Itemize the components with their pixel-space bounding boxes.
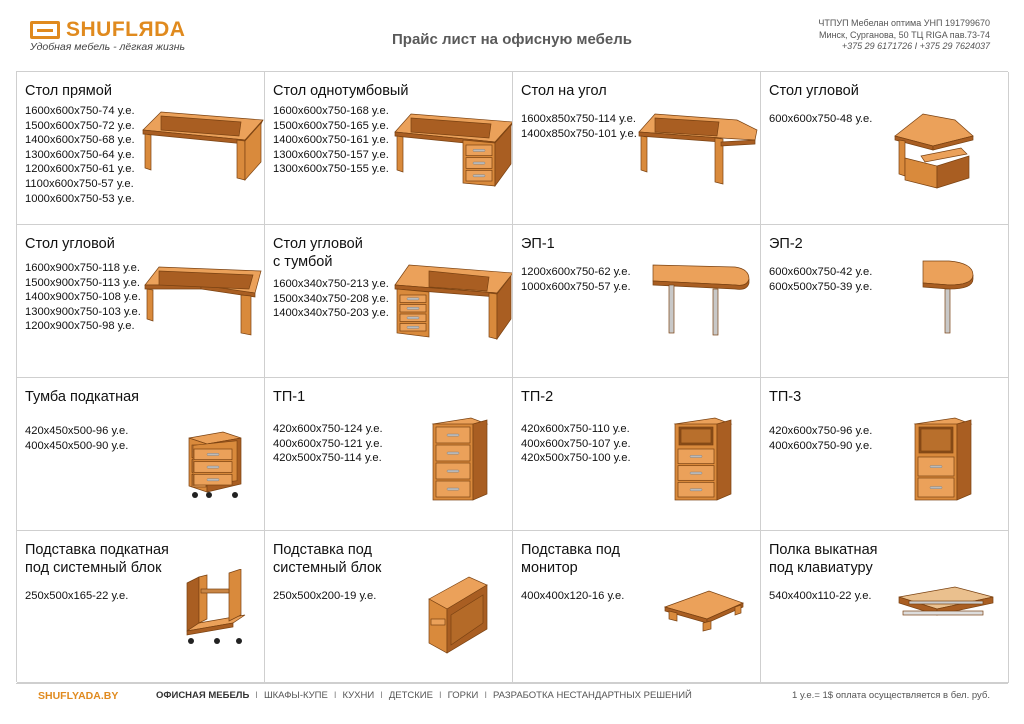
price-item: 420х600х750-110 у.е.: [521, 423, 630, 435]
price-item: 420х600х750-96 у.е.: [769, 425, 873, 437]
price-list: [769, 265, 872, 294]
price-item: 250х500х200-19 у.е.: [273, 590, 377, 602]
nav-separator: I: [438, 690, 442, 701]
price-list: [25, 589, 128, 604]
price-item: 600х500х750-39 у.е.: [769, 280, 873, 293]
straight-desk-image: [141, 110, 265, 186]
drawer-unit-4-image: [431, 416, 491, 508]
monitor-stand-image: [663, 585, 747, 655]
product-card: [265, 72, 513, 225]
footer-nav-item[interactable]: КУХНИ: [342, 690, 375, 701]
nav-separator: I: [484, 690, 487, 701]
corner-extension-desk-image: [637, 112, 761, 192]
phones: +375 29 6171726 I +375 29 7624037: [841, 41, 990, 51]
drawer-unit-open-top-image: [673, 416, 737, 508]
extension-one-leg-image: [919, 259, 977, 341]
product-card: [513, 531, 761, 683]
drawer-unit-open-shelf-image: [913, 416, 977, 508]
mobile-pedestal-image: [187, 428, 245, 504]
price-item: 400х400х120-16 у.е.: [521, 590, 625, 602]
product-card: [513, 225, 761, 378]
price-list: [25, 424, 128, 453]
price-list: [769, 424, 872, 453]
price-list: [521, 422, 631, 466]
product-card: [761, 531, 1009, 683]
footer-divider: [16, 683, 1008, 684]
product-card: [513, 72, 761, 225]
price-list: [769, 589, 872, 604]
price-item: 420х600х750-124 у.е.: [273, 423, 383, 435]
product-card: [17, 72, 265, 225]
product-card: [513, 378, 761, 531]
extension-two-legs-image: [649, 259, 753, 341]
product-card: [17, 225, 265, 378]
footer-nav-item[interactable]: ОФИСНАЯ МЕБЕЛЬ: [156, 690, 250, 701]
product-grid: [16, 71, 1008, 682]
product-card: [761, 378, 1009, 531]
price-item: 1000х600х750-53 у.е.: [25, 192, 135, 205]
price-item: 1300х900х750-103 у.е.: [25, 305, 141, 318]
product-title: Тумба подкатная: [25, 389, 140, 405]
price-item: 420х500х750-114 у.е.: [273, 452, 382, 465]
price-item: 600х600х750-42 у.е.: [769, 266, 873, 278]
product-card: [17, 378, 265, 531]
price-item: 540х400х110-22 у.е.: [769, 590, 872, 602]
logo-text: SHUFLЯDA: [66, 18, 186, 41]
product-title: ЭП-2: [769, 236, 803, 252]
product-title: Подставка под монитор: [521, 542, 620, 576]
price-item: 1600х900х750-118 у.е.: [25, 262, 140, 274]
nav-separator: I: [255, 690, 258, 701]
price-item: 420х450х500-96 у.е.: [25, 425, 129, 437]
price-item: 1600х340х750-213 у.е.: [273, 278, 389, 290]
nav-separator: I: [333, 690, 337, 701]
price-item: 1100х600х750-57 у.е.: [25, 177, 134, 190]
price-item: 1200х600х750-62 у.е.: [521, 266, 631, 278]
footer-nav-item[interactable]: РАЗРАБОТКА НЕСТАНДАРТНЫХ РЕШЕНИЙ: [492, 690, 692, 701]
price-item: 1600х850х750-114 у.е.: [521, 113, 636, 125]
product-title: Подставка подкатная под системный блок: [25, 542, 169, 576]
keyboard-shelf-image: [895, 581, 997, 655]
product-card: [265, 225, 513, 378]
nav-separator: I: [380, 690, 383, 701]
corner-desk-with-pedestal-image: [393, 263, 513, 345]
price-item: 420х500х750-100 у.е.: [521, 452, 631, 465]
price-list: [769, 112, 872, 127]
price-list: [273, 422, 383, 466]
product-title: Стол на угол: [521, 83, 607, 99]
corner-table-image: [893, 110, 977, 194]
price-list: [273, 104, 389, 177]
site-link[interactable]: SHUFLYADA.BY: [38, 690, 119, 702]
price-item: 1600х600х750-168 у.е.: [273, 105, 389, 117]
footer-nav-item[interactable]: ДЕТСКИЕ: [388, 690, 433, 701]
product-title: Стол угловой с тумбой: [273, 236, 363, 270]
price-list: [521, 265, 631, 294]
price-item: 1200х600х750-61 у.е.: [25, 163, 135, 176]
price-list: [521, 589, 624, 604]
price-item: 1400х900х750-108 у.е.: [25, 291, 141, 304]
product-title: ТП-3: [769, 389, 802, 405]
tagline: Удобная мебель - лёгкая жизнь: [30, 41, 186, 53]
price-item: 1500х600х750-165 у.е.: [273, 119, 389, 132]
logo[interactable]: [30, 18, 185, 42]
price-item: 400х600х750-121 у.е.: [273, 437, 383, 450]
price-item: 250х500х165-22 у.е.: [25, 590, 129, 602]
company-line-2: Минск, Сурганова, 50 ТЦ RIGA пав.73-74: [819, 29, 990, 40]
l-shaped-desk-image: [143, 265, 265, 343]
product-title: ТП-1: [273, 389, 306, 405]
price-list: [521, 112, 637, 141]
product-card: [17, 531, 265, 683]
product-card: [761, 72, 1009, 225]
price-item: 1400х850х750-101 у.е.: [521, 127, 637, 140]
price-item: 1200х900х750-98 у.е.: [25, 320, 135, 333]
price-item: 1500х340х750-208 у.е.: [273, 292, 389, 305]
footer-nav-item[interactable]: ГОРКИ: [447, 690, 479, 701]
price-item: 400х600х750-90 у.е.: [769, 439, 873, 452]
price-item: 1400х600х750-161 у.е.: [273, 134, 389, 147]
price-item: 1400х600х750-68 у.е.: [25, 134, 135, 147]
company-line-1: ЧТПУП Мебелан оптима УНП 191799670: [818, 18, 990, 28]
company-info: [818, 18, 990, 53]
cpu-stand-image: [425, 575, 491, 665]
price-item: 1000х600х750-57 у.е.: [521, 280, 631, 293]
product-title: Стол прямой: [25, 83, 112, 99]
drawer-logo-icon: [30, 21, 60, 39]
price-item: 1400х340х750-203 у.е.: [273, 307, 389, 320]
price-list: [25, 261, 141, 334]
price-item: 1300х600х750-157 у.е.: [273, 148, 389, 161]
product-card: [265, 378, 513, 531]
product-card: [265, 531, 513, 683]
price-item: 1500х600х750-72 у.е.: [25, 119, 135, 132]
footer-nav-item[interactable]: ШКАФЫ-КУПЕ: [263, 690, 328, 701]
price-list: [273, 589, 376, 604]
price-item: 400х450х500-90 у.е.: [25, 439, 129, 452]
product-title: Стол угловой: [25, 236, 115, 252]
product-title: Полка выкатная под клавиатуру: [769, 542, 878, 576]
header: [0, 0, 1024, 70]
footer: [0, 683, 1024, 724]
page-title: Прайс лист на офисную мебель: [392, 31, 633, 48]
product-title: ТП-2: [521, 389, 554, 405]
price-item: 1300х600х750-64 у.е.: [25, 148, 135, 161]
mobile-cpu-stand-image: [183, 569, 249, 659]
price-item: 600х600х750-48 у.е.: [769, 113, 873, 125]
product-card: [761, 225, 1009, 378]
price-item: 1600х600х750-74 у.е.: [25, 105, 135, 117]
product-title: Подставка под системный блок: [273, 542, 382, 576]
product-title: Стол однотумбовый: [273, 83, 409, 99]
price-list: [273, 277, 389, 321]
product-title: ЭП-1: [521, 236, 555, 252]
product-title: Стол угловой: [769, 83, 859, 99]
price-item: 1500х900х750-113 у.е.: [25, 276, 140, 289]
price-list: [25, 104, 135, 206]
price-item: 400х600х750-107 у.е.: [521, 437, 631, 450]
currency-note: 1 у.е.= 1$ оплата осуществляется в бел. руб.: [792, 690, 990, 701]
desk-with-pedestal-image: [393, 112, 513, 192]
price-item: 1300х600х750-155 у.е.: [273, 163, 389, 176]
footer-nav: [156, 690, 692, 701]
